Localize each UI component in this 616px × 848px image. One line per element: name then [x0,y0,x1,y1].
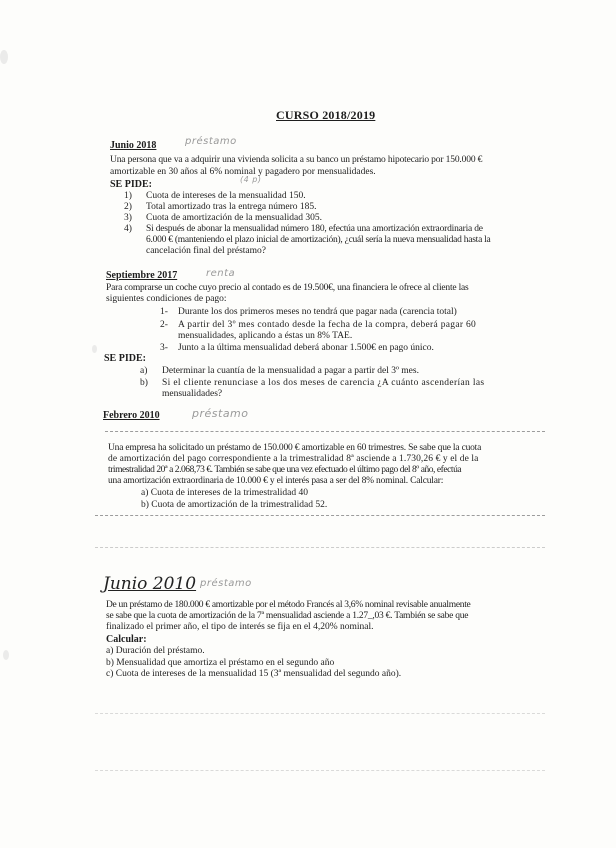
scan-smudge [92,345,97,353]
item-text: Cuota de amortización de la mensualidad 305. [146,213,322,223]
sec1-item-2 [124,202,317,213]
condition-number: 1- [160,307,168,317]
separator-line [95,770,545,771]
sec1-paragraph-line-1: Una persona que va a adquirir una vivienda solicita a su banco un préstamo hipotecario por 150.000 € [110,155,483,165]
condition-text: Durante los dos primeros meses no tendrá que pagar nada (carencia total) [178,307,457,317]
question-text: Si el cliente renunciase a los dos meses de carencia ¿A cuánto ascenderían las [162,378,485,388]
sec2-paragraph-line-2: siguientes condiciones de pago: [106,294,227,304]
sec4-line-2: se sabe que la cuota de amortización de la 7ª mensualidad asciende a 1.27_,03 €. También se sabe que [106,611,469,621]
question-text: Determinar la cuantía de la mensualidad a pagar a partir del 3º mes. [162,366,419,376]
question-letter: b) [140,378,148,388]
sec3-line-1: Una empresa ha solicitado un préstamo de 150.000 € amortizable en 60 trimestres. Se sabe que la cuota [108,443,482,453]
sec1-item-3 [124,213,322,224]
item-number: 3) [124,213,132,223]
item-text: Total amortizado tras la entrega número 185. [146,202,317,212]
course-title: CURSO 2018/2019 [276,108,376,122]
sec2-question-b [140,378,484,389]
sec2-condition-2 [160,320,476,331]
sec4-line-3: finalizado el primer año, el tipo de interés se fija en el 4,20% nominal. [106,622,374,632]
sec1-paragraph-line-2: amortizable en 30 años al 6% nominal y pagadero por mensualidades. [110,167,376,177]
question-letter: a) [140,366,148,376]
sec3-line-4: una amortización extraordinaria de 10.000 € y el interés pasa a ser del 8% nominal. Calcular: [108,476,444,486]
item-number: 1) [124,191,132,201]
separator-line [95,713,545,714]
sec2-paragraph-line-1: Para comprarse un coche cuyo precio al contado es de 19.500€, una financiera le ofrece al cliente las [106,283,469,293]
sec3-line-3: trimestralidad 20ª a 2.068,73 €. También se sabe que una vez efectuado el último pago del 8º año, efectúa [108,465,462,475]
sec1-item-1 [124,191,306,202]
condition-text: A partir del 3º mes contado desde la fecha de la compra, deberá pagar 60 [178,320,477,330]
section-heading-junio-2018: Junio 2018 [110,140,157,151]
sec1-item-4 [124,224,483,235]
sec2-condition-3 [160,343,434,354]
section-heading-junio-2010: Junio 2010 [103,574,197,594]
handwritten-note-prestamo-2: préstamo [192,407,249,420]
condition-number: 3- [160,343,168,353]
sec3-question-b: b) Cuota de amortización de la trimestralidad 52. [141,500,328,510]
separator-line [105,431,545,432]
scan-smudge [3,650,9,660]
separator-line [95,515,545,516]
handwritten-points-note: (4 p) [240,175,262,184]
sec4-question-a: a) Duración del préstamo. [106,646,205,656]
sec1-item-4-line-2: 6.000 € (manteniendo el plazo inicial de amortización), ¿cuál sería la nueva mensualidad hasta la [146,235,491,245]
condition-text: Junto a la última mensualidad deberá abonar 1.500€ en pago único. [178,343,434,353]
separator-line [95,547,545,548]
sec4-question-c: c) Cuota de intereses de la mensualidad 15 (3ª mensualidad del segundo año). [106,669,402,679]
handwritten-note-renta: renta [206,268,236,279]
section-heading-febrero-2010: Febrero 2010 [103,410,160,421]
se-pide-label-2: SE PIDE: [104,353,146,364]
handwritten-note-prestamo-3: préstamo [200,578,252,589]
sec4-line-1: De un préstamo de 180.000 € amortizable por el método Francés al 3,6% nominal revisable anualmente [106,600,471,610]
sec2-condition-1 [160,307,457,318]
sec4-question-b: b) Mensualidad que amortiza el préstamo en el segundo año [106,658,335,668]
sec2-question-a [140,366,419,377]
sec1-item-4-line-3: cancelación final del préstamo? [146,246,267,256]
item-text: Si después de abonar la mensualidad número 180, efectúa una amortización extraordinaria de [146,224,483,234]
scan-smudge [0,50,8,64]
sec3-line-2: de amortización del pago correspondiente a la trimestralidad 8ª asciende a 1.730,26 € y el de la [108,454,479,464]
se-pide-label: SE PIDE: [110,179,152,190]
sec2-question-b-line-2: mensualidades? [162,389,223,399]
calcular-label: Calcular: [106,634,147,645]
sec3-question-a: a) Cuota de intereses de la trimestralidad 40 [141,488,308,498]
item-text: Cuota de intereses de la mensualidad 150. [146,191,306,201]
condition-number: 2- [160,320,168,330]
item-number: 4) [124,224,132,234]
handwritten-note-prestamo: préstamo [185,136,237,147]
section-heading-septiembre-2017: Septiembre 2017 [106,270,178,281]
sec2-condition-2-line-2: mensualidades, aplicando a éstas un 8% TAE. [178,331,353,341]
item-number: 2) [124,202,132,212]
